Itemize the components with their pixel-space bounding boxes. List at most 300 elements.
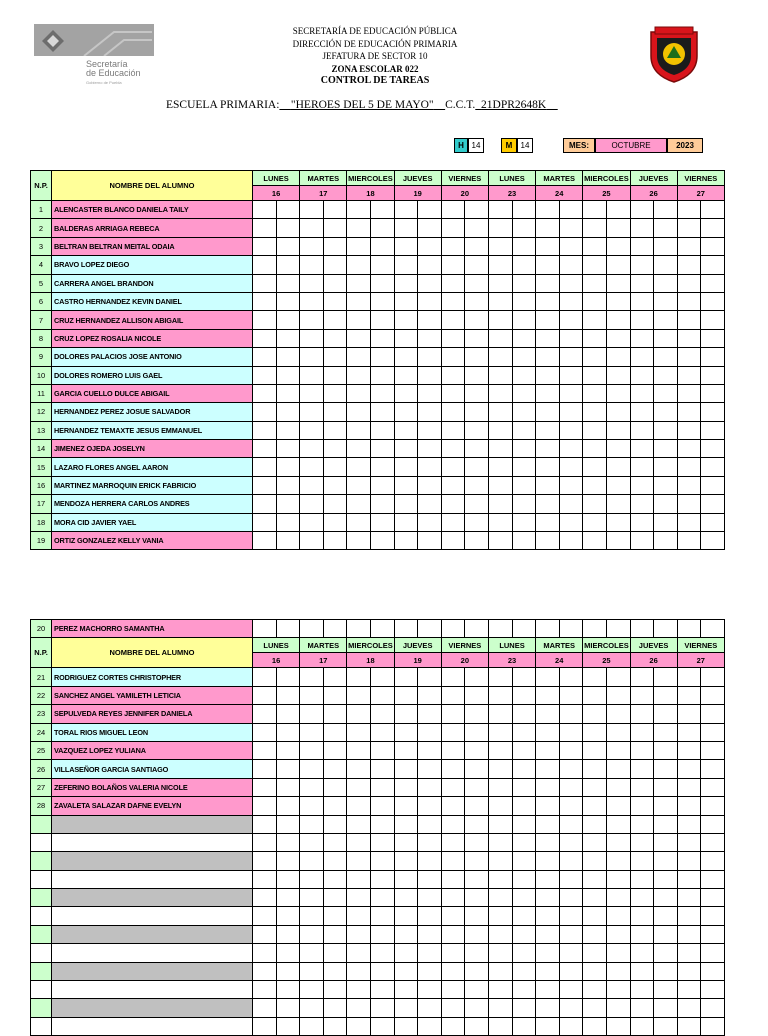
homework-check-cell[interactable] [276,981,300,999]
homework-check-cell[interactable] [253,532,277,550]
homework-check-cell[interactable] [606,421,630,439]
homework-check-cell[interactable] [488,292,512,310]
homework-check-cell[interactable] [701,1017,725,1035]
homework-check-cell[interactable] [347,476,371,494]
homework-check-cell[interactable] [583,925,607,943]
homework-check-cell[interactable] [276,237,300,255]
homework-check-cell[interactable] [488,219,512,237]
homework-check-cell[interactable] [677,292,701,310]
homework-check-cell[interactable] [300,833,324,851]
homework-check-cell[interactable] [630,668,654,686]
homework-check-cell[interactable] [394,760,418,778]
homework-check-cell[interactable] [418,705,442,723]
homework-check-cell[interactable] [347,403,371,421]
homework-check-cell[interactable] [654,705,678,723]
homework-check-cell[interactable] [559,458,583,476]
homework-check-cell[interactable] [654,458,678,476]
homework-check-cell[interactable] [677,962,701,980]
homework-check-cell[interactable] [559,705,583,723]
homework-check-cell[interactable] [465,329,489,347]
homework-check-cell[interactable] [370,476,394,494]
homework-check-cell[interactable] [394,907,418,925]
homework-check-cell[interactable] [276,476,300,494]
homework-check-cell[interactable] [465,889,489,907]
homework-check-cell[interactable] [394,889,418,907]
homework-check-cell[interactable] [276,532,300,550]
homework-check-cell[interactable] [347,329,371,347]
homework-check-cell[interactable] [347,1017,371,1035]
homework-check-cell[interactable] [512,944,536,962]
homework-check-cell[interactable] [583,384,607,402]
homework-check-cell[interactable] [276,723,300,741]
homework-check-cell[interactable] [323,778,347,796]
homework-check-cell[interactable] [606,384,630,402]
homework-check-cell[interactable] [583,962,607,980]
homework-check-cell[interactable] [276,870,300,888]
homework-check-cell[interactable] [512,760,536,778]
homework-check-cell[interactable] [701,797,725,815]
homework-check-cell[interactable] [441,797,465,815]
homework-check-cell[interactable] [323,815,347,833]
homework-check-cell[interactable] [347,620,371,638]
homework-check-cell[interactable] [347,815,371,833]
homework-check-cell[interactable] [323,366,347,384]
homework-check-cell[interactable] [441,348,465,366]
homework-check-cell[interactable] [583,476,607,494]
homework-check-cell[interactable] [630,962,654,980]
homework-check-cell[interactable] [677,274,701,292]
homework-check-cell[interactable] [606,219,630,237]
homework-check-cell[interactable] [488,999,512,1017]
homework-check-cell[interactable] [654,686,678,704]
homework-check-cell[interactable] [370,833,394,851]
homework-check-cell[interactable] [606,870,630,888]
homework-check-cell[interactable] [253,403,277,421]
homework-check-cell[interactable] [559,219,583,237]
homework-check-cell[interactable] [465,870,489,888]
homework-check-cell[interactable] [488,513,512,531]
homework-check-cell[interactable] [654,852,678,870]
homework-check-cell[interactable] [441,274,465,292]
homework-check-cell[interactable] [394,348,418,366]
homework-check-cell[interactable] [276,999,300,1017]
homework-check-cell[interactable] [394,476,418,494]
homework-check-cell[interactable] [536,668,560,686]
homework-check-cell[interactable] [583,741,607,759]
homework-check-cell[interactable] [559,852,583,870]
homework-check-cell[interactable] [512,620,536,638]
homework-check-cell[interactable] [323,421,347,439]
homework-check-cell[interactable] [347,366,371,384]
homework-check-cell[interactable] [323,292,347,310]
homework-check-cell[interactable] [253,384,277,402]
homework-check-cell[interactable] [536,889,560,907]
homework-check-cell[interactable] [347,723,371,741]
homework-check-cell[interactable] [606,797,630,815]
homework-check-cell[interactable] [441,760,465,778]
homework-check-cell[interactable] [441,403,465,421]
homework-check-cell[interactable] [418,256,442,274]
homework-check-cell[interactable] [488,907,512,925]
homework-check-cell[interactable] [418,237,442,255]
homework-check-cell[interactable] [559,532,583,550]
homework-check-cell[interactable] [253,760,277,778]
homework-check-cell[interactable] [701,833,725,851]
homework-check-cell[interactable] [418,999,442,1017]
homework-check-cell[interactable] [654,815,678,833]
homework-check-cell[interactable] [465,723,489,741]
homework-check-cell[interactable] [583,403,607,421]
homework-check-cell[interactable] [559,668,583,686]
homework-check-cell[interactable] [559,513,583,531]
homework-check-cell[interactable] [488,421,512,439]
homework-check-cell[interactable] [536,384,560,402]
homework-check-cell[interactable] [394,668,418,686]
homework-check-cell[interactable] [394,981,418,999]
homework-check-cell[interactable] [465,366,489,384]
homework-check-cell[interactable] [323,870,347,888]
homework-check-cell[interactable] [253,458,277,476]
homework-check-cell[interactable] [253,889,277,907]
homework-check-cell[interactable] [536,201,560,219]
homework-check-cell[interactable] [536,274,560,292]
homework-check-cell[interactable] [701,778,725,796]
homework-check-cell[interactable] [536,925,560,943]
homework-check-cell[interactable] [536,686,560,704]
homework-check-cell[interactable] [418,620,442,638]
homework-check-cell[interactable] [323,219,347,237]
homework-check-cell[interactable] [418,403,442,421]
homework-check-cell[interactable] [701,219,725,237]
homework-check-cell[interactable] [488,237,512,255]
homework-check-cell[interactable] [488,1017,512,1035]
homework-check-cell[interactable] [370,925,394,943]
homework-check-cell[interactable] [654,476,678,494]
homework-check-cell[interactable] [583,256,607,274]
homework-check-cell[interactable] [300,889,324,907]
homework-check-cell[interactable] [418,219,442,237]
homework-check-cell[interactable] [606,686,630,704]
homework-check-cell[interactable] [323,797,347,815]
homework-check-cell[interactable] [630,458,654,476]
homework-check-cell[interactable] [488,686,512,704]
homework-check-cell[interactable] [654,833,678,851]
homework-check-cell[interactable] [701,311,725,329]
homework-check-cell[interactable] [488,366,512,384]
homework-check-cell[interactable] [677,741,701,759]
homework-check-cell[interactable] [536,421,560,439]
homework-check-cell[interactable] [323,458,347,476]
homework-check-cell[interactable] [654,311,678,329]
homework-check-cell[interactable] [536,852,560,870]
homework-check-cell[interactable] [583,513,607,531]
homework-check-cell[interactable] [465,513,489,531]
homework-check-cell[interactable] [418,797,442,815]
homework-check-cell[interactable] [323,384,347,402]
homework-check-cell[interactable] [606,723,630,741]
homework-check-cell[interactable] [677,981,701,999]
homework-check-cell[interactable] [512,1017,536,1035]
homework-check-cell[interactable] [394,513,418,531]
homework-check-cell[interactable] [370,513,394,531]
homework-check-cell[interactable] [347,833,371,851]
homework-check-cell[interactable] [418,1017,442,1035]
homework-check-cell[interactable] [606,962,630,980]
homework-check-cell[interactable] [677,311,701,329]
homework-check-cell[interactable] [323,237,347,255]
homework-check-cell[interactable] [536,962,560,980]
homework-check-cell[interactable] [276,741,300,759]
homework-check-cell[interactable] [536,348,560,366]
homework-check-cell[interactable] [512,274,536,292]
homework-check-cell[interactable] [347,778,371,796]
homework-check-cell[interactable] [418,384,442,402]
homework-check-cell[interactable] [394,852,418,870]
homework-check-cell[interactable] [323,1017,347,1035]
homework-check-cell[interactable] [300,999,324,1017]
homework-check-cell[interactable] [559,870,583,888]
homework-check-cell[interactable] [394,999,418,1017]
homework-check-cell[interactable] [630,532,654,550]
homework-check-cell[interactable] [276,311,300,329]
homework-check-cell[interactable] [465,348,489,366]
homework-check-cell[interactable] [253,981,277,999]
homework-check-cell[interactable] [654,797,678,815]
homework-check-cell[interactable] [465,292,489,310]
homework-check-cell[interactable] [441,366,465,384]
homework-check-cell[interactable] [630,274,654,292]
homework-check-cell[interactable] [323,256,347,274]
homework-check-cell[interactable] [559,944,583,962]
homework-check-cell[interactable] [441,870,465,888]
homework-check-cell[interactable] [323,741,347,759]
homework-check-cell[interactable] [559,440,583,458]
homework-check-cell[interactable] [654,292,678,310]
homework-check-cell[interactable] [276,421,300,439]
homework-check-cell[interactable] [630,348,654,366]
homework-check-cell[interactable] [536,1017,560,1035]
homework-check-cell[interactable] [559,741,583,759]
homework-check-cell[interactable] [701,476,725,494]
homework-check-cell[interactable] [512,201,536,219]
homework-check-cell[interactable] [253,925,277,943]
homework-check-cell[interactable] [701,348,725,366]
homework-check-cell[interactable] [654,219,678,237]
homework-check-cell[interactable] [583,907,607,925]
homework-check-cell[interactable] [559,925,583,943]
homework-check-cell[interactable] [677,705,701,723]
homework-check-cell[interactable] [370,778,394,796]
homework-check-cell[interactable] [276,366,300,384]
homework-check-cell[interactable] [701,532,725,550]
homework-check-cell[interactable] [253,833,277,851]
homework-check-cell[interactable] [394,925,418,943]
homework-check-cell[interactable] [606,907,630,925]
homework-check-cell[interactable] [606,999,630,1017]
homework-check-cell[interactable] [512,440,536,458]
homework-check-cell[interactable] [701,384,725,402]
homework-check-cell[interactable] [677,668,701,686]
homework-check-cell[interactable] [488,348,512,366]
homework-check-cell[interactable] [677,219,701,237]
homework-check-cell[interactable] [583,348,607,366]
homework-check-cell[interactable] [536,513,560,531]
homework-check-cell[interactable] [441,1017,465,1035]
homework-check-cell[interactable] [606,1017,630,1035]
homework-check-cell[interactable] [606,833,630,851]
homework-check-cell[interactable] [677,1017,701,1035]
homework-check-cell[interactable] [559,981,583,999]
homework-check-cell[interactable] [323,495,347,513]
homework-check-cell[interactable] [323,532,347,550]
homework-check-cell[interactable] [606,274,630,292]
homework-check-cell[interactable] [583,870,607,888]
homework-check-cell[interactable] [677,907,701,925]
homework-check-cell[interactable] [347,532,371,550]
homework-check-cell[interactable] [677,403,701,421]
homework-check-cell[interactable] [536,760,560,778]
homework-check-cell[interactable] [465,668,489,686]
homework-check-cell[interactable] [418,870,442,888]
homework-check-cell[interactable] [465,705,489,723]
homework-check-cell[interactable] [370,870,394,888]
homework-check-cell[interactable] [441,311,465,329]
homework-check-cell[interactable] [512,852,536,870]
homework-check-cell[interactable] [253,778,277,796]
homework-check-cell[interactable] [654,999,678,1017]
homework-check-cell[interactable] [536,219,560,237]
homework-check-cell[interactable] [583,999,607,1017]
homework-check-cell[interactable] [323,403,347,421]
homework-check-cell[interactable] [253,705,277,723]
homework-check-cell[interactable] [488,274,512,292]
homework-check-cell[interactable] [323,889,347,907]
homework-check-cell[interactable] [253,237,277,255]
homework-check-cell[interactable] [300,237,324,255]
homework-check-cell[interactable] [701,705,725,723]
homework-check-cell[interactable] [630,329,654,347]
homework-check-cell[interactable] [300,292,324,310]
homework-check-cell[interactable] [441,458,465,476]
homework-check-cell[interactable] [606,366,630,384]
homework-check-cell[interactable] [536,723,560,741]
homework-check-cell[interactable] [441,495,465,513]
homework-check-cell[interactable] [323,907,347,925]
homework-check-cell[interactable] [583,311,607,329]
homework-check-cell[interactable] [418,925,442,943]
homework-check-cell[interactable] [536,741,560,759]
homework-check-cell[interactable] [512,403,536,421]
homework-check-cell[interactable] [559,686,583,704]
homework-check-cell[interactable] [583,889,607,907]
homework-check-cell[interactable] [394,723,418,741]
homework-check-cell[interactable] [512,513,536,531]
homework-check-cell[interactable] [394,311,418,329]
homework-check-cell[interactable] [276,513,300,531]
homework-check-cell[interactable] [701,513,725,531]
homework-check-cell[interactable] [465,237,489,255]
homework-check-cell[interactable] [347,458,371,476]
homework-check-cell[interactable] [701,201,725,219]
homework-check-cell[interactable] [559,403,583,421]
homework-check-cell[interactable] [370,384,394,402]
homework-check-cell[interactable] [488,476,512,494]
homework-check-cell[interactable] [583,532,607,550]
homework-check-cell[interactable] [300,495,324,513]
homework-check-cell[interactable] [512,981,536,999]
homework-check-cell[interactable] [630,723,654,741]
homework-check-cell[interactable] [559,760,583,778]
homework-check-cell[interactable] [394,440,418,458]
homework-check-cell[interactable] [300,741,324,759]
homework-check-cell[interactable] [394,292,418,310]
homework-check-cell[interactable] [606,403,630,421]
homework-check-cell[interactable] [512,833,536,851]
homework-check-cell[interactable] [630,292,654,310]
homework-check-cell[interactable] [512,889,536,907]
homework-check-cell[interactable] [559,237,583,255]
homework-check-cell[interactable] [677,458,701,476]
homework-check-cell[interactable] [370,686,394,704]
homework-check-cell[interactable] [465,274,489,292]
homework-check-cell[interactable] [701,620,725,638]
homework-check-cell[interactable] [465,219,489,237]
homework-check-cell[interactable] [606,668,630,686]
homework-check-cell[interactable] [677,833,701,851]
homework-check-cell[interactable] [253,815,277,833]
homework-check-cell[interactable] [394,962,418,980]
homework-check-cell[interactable] [347,274,371,292]
homework-check-cell[interactable] [441,925,465,943]
homework-check-cell[interactable] [465,201,489,219]
homework-check-cell[interactable] [630,476,654,494]
homework-check-cell[interactable] [512,366,536,384]
homework-check-cell[interactable] [606,815,630,833]
homework-check-cell[interactable] [465,907,489,925]
homework-check-cell[interactable] [465,962,489,980]
homework-check-cell[interactable] [654,925,678,943]
homework-check-cell[interactable] [606,852,630,870]
homework-check-cell[interactable] [300,925,324,943]
homework-check-cell[interactable] [418,348,442,366]
homework-check-cell[interactable] [394,778,418,796]
homework-check-cell[interactable] [370,981,394,999]
homework-check-cell[interactable] [347,237,371,255]
homework-check-cell[interactable] [654,760,678,778]
homework-check-cell[interactable] [559,421,583,439]
homework-check-cell[interactable] [394,366,418,384]
homework-check-cell[interactable] [276,705,300,723]
homework-check-cell[interactable] [394,1017,418,1035]
homework-check-cell[interactable] [512,778,536,796]
homework-check-cell[interactable] [441,815,465,833]
homework-check-cell[interactable] [677,723,701,741]
homework-check-cell[interactable] [512,292,536,310]
homework-check-cell[interactable] [654,440,678,458]
homework-check-cell[interactable] [512,329,536,347]
homework-check-cell[interactable] [630,741,654,759]
homework-check-cell[interactable] [536,366,560,384]
homework-check-cell[interactable] [253,476,277,494]
homework-check-cell[interactable] [465,741,489,759]
homework-check-cell[interactable] [488,760,512,778]
homework-check-cell[interactable] [418,329,442,347]
homework-check-cell[interactable] [606,256,630,274]
homework-check-cell[interactable] [323,999,347,1017]
homework-check-cell[interactable] [701,366,725,384]
homework-check-cell[interactable] [418,495,442,513]
homework-check-cell[interactable] [370,852,394,870]
